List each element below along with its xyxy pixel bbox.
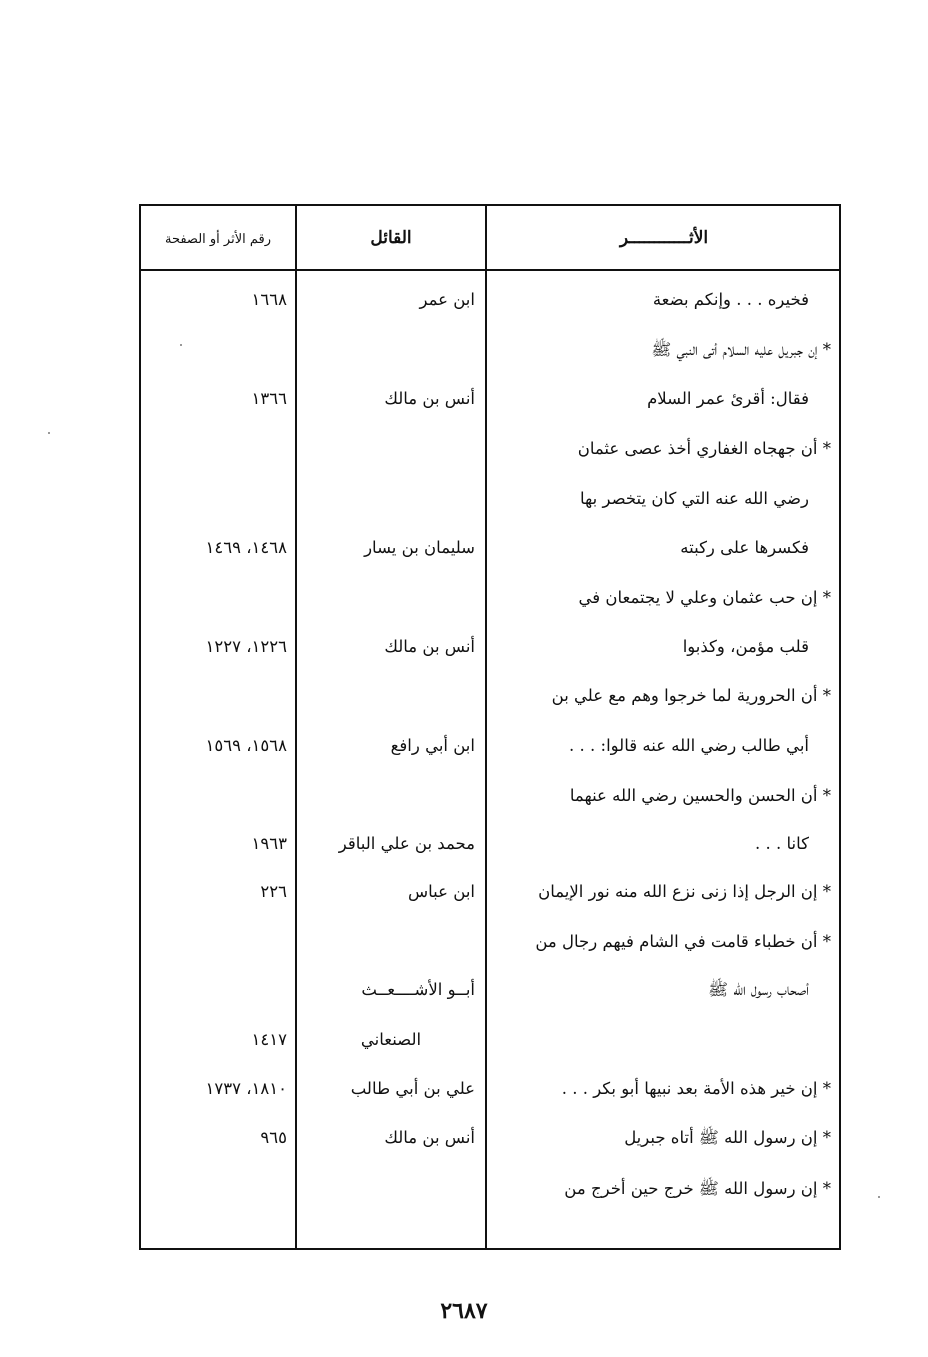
- athar-line: * أن الحرورية لما خرجوا وهم مع علي بن: [551, 686, 831, 705]
- athar-line: كانا . . .: [755, 834, 809, 853]
- scan-speck: [878, 1196, 880, 1198]
- qaail-cell: [297, 836, 485, 853]
- athar-line: قلب مؤمن، وكذبوا: [682, 637, 809, 656]
- athar-line: * إن جبريل عليه السلام أتى النبي ﷺ: [651, 340, 831, 359]
- header-qaail: القائل: [370, 228, 412, 248]
- qaail-cell: [297, 639, 485, 656]
- qaail-name: ابن أبي رافع: [390, 736, 475, 755]
- ref-number: ١٥٦٨، ١٥٦٩: [205, 736, 287, 755]
- athar-line: * أن الحسن والحسين رضي الله عنهما: [569, 786, 831, 805]
- qaail-name: أنس بن مالك: [384, 637, 475, 656]
- athar-line: أصحاب رسول الله ﷺ: [708, 980, 809, 999]
- qaail-cell: [297, 738, 485, 755]
- athar-line: * أن جهجاه الغفاري أخذ عصى عثمان: [577, 439, 831, 458]
- qaail-cell: [297, 982, 485, 999]
- header-ref: رقم الأثر أو الصفحة: [164, 232, 272, 247]
- qaail-name: أبــو الأشــــعــث: [361, 980, 475, 999]
- ref-number: ١٦٦٨: [251, 290, 287, 309]
- ref-number: ١٢٢٦، ١٢٢٧: [205, 637, 287, 656]
- athar-index-table: [139, 204, 841, 1250]
- qaail-cell: [297, 391, 485, 408]
- header-athar: الأثــــــــــــر: [619, 228, 709, 248]
- athar-line: * إن رسول الله ﷺ أتاه جبريل: [624, 1128, 831, 1147]
- column-divider-qaail: [485, 206, 487, 1248]
- athar-line: * أن خطباء قامت في الشام فيهم رجال من: [535, 932, 831, 951]
- ref-number: ١٨١٠، ١٧٣٧: [205, 1079, 287, 1098]
- qaail-name: أنس بن مالك: [384, 389, 475, 408]
- scan-speck: [180, 344, 182, 346]
- ref-number: ١٣٦٦: [251, 389, 287, 408]
- qaail-cell: [297, 1130, 485, 1147]
- athar-line: رضي الله عنه التي كان يتخصر بها: [580, 489, 809, 508]
- qaail-name: ابن عمر: [419, 290, 475, 309]
- header-divider: [141, 269, 839, 271]
- qaail-cell: [297, 1081, 485, 1098]
- athar-line: * إن حب عثمان وعلي لا يجتمعان في: [578, 588, 831, 607]
- scan-speck: [48, 432, 50, 434]
- athar-line: * إن خير هذه الأمة بعد نبيها أبو بكر . . .: [561, 1079, 831, 1098]
- ref-number: ١٤٦٨، ١٤٦٩: [205, 538, 287, 557]
- page-number: ٢٦٨٧: [440, 1298, 488, 1324]
- ref-number: ١٩٦٣: [251, 834, 287, 853]
- qaail-cell: [297, 1032, 485, 1049]
- ref-number: ٢٢٦: [260, 882, 287, 901]
- qaail-name: الصنعاني: [360, 1030, 422, 1049]
- qaail-name: سليمان بن يسار: [364, 538, 475, 557]
- qaail-cell: [297, 292, 485, 309]
- athar-line: * إن الرجل إذا زنى نزع الله منه نور الإيمان: [538, 882, 831, 901]
- ref-number: ١٤١٧: [251, 1030, 287, 1049]
- athar-line: فخيره . . . وإنكم بضعة: [652, 290, 809, 309]
- athar-line: * إن رسول الله ﷺ خرج حين أخرج من: [564, 1179, 831, 1198]
- athar-line: فقال: أقرئ عمر السلام: [647, 389, 809, 408]
- qaail-name: محمد بن علي الباقر: [338, 834, 475, 853]
- qaail-cell: [297, 884, 485, 901]
- athar-line: فكسرها على ركبته: [680, 538, 809, 557]
- athar-line: أبي طالب رضي الله عنه قالوا: . . .: [569, 736, 809, 755]
- qaail-name: علي بن أبي طالب: [350, 1079, 475, 1098]
- qaail-cell: [297, 540, 485, 557]
- qaail-name: أنس بن مالك: [384, 1128, 475, 1147]
- qaail-name: ابن عباس: [408, 882, 475, 901]
- ref-number: ٩٦٥: [260, 1128, 287, 1147]
